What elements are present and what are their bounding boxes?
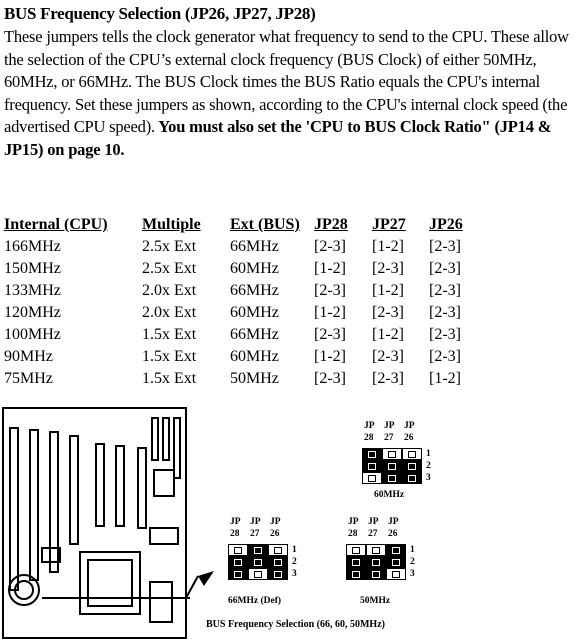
cpu-socket-inner [88, 560, 132, 606]
jumper-number-26: 26 [388, 529, 398, 539]
jumper-pin [382, 460, 402, 472]
memory-slot [163, 418, 169, 460]
header-multiple: Multiple [142, 216, 201, 233]
pin-number-3: 3 [426, 473, 431, 483]
jumper-header-label: JP [230, 517, 241, 527]
pin-number-1: 1 [292, 545, 297, 555]
jumper-pin [248, 568, 268, 580]
expansion-slot [50, 432, 58, 572]
expansion-slot [138, 448, 146, 528]
jumper-label-60mhz: 60MHz [374, 490, 405, 500]
jumper-pin [228, 556, 248, 568]
jumper-pin [228, 568, 248, 580]
cell-ext: 60MHz [230, 260, 279, 277]
header-jp26: JP26 [429, 216, 463, 233]
jumper-header-label: JP [348, 517, 359, 527]
jumper-pin [268, 544, 288, 556]
cell-ext: 50MHz [230, 370, 279, 387]
jumper-grid [228, 544, 288, 582]
cell-jp27: [2-3] [372, 304, 404, 321]
pin-number-3: 3 [292, 569, 297, 579]
cell-jp28: [2-3] [314, 282, 346, 299]
expansion-slot [70, 436, 78, 544]
description-warning: You must also set the 'CPU to BUS Clock Ratio" (JP14 & JP15) on page 10. [4, 117, 552, 159]
jumper-number-27: 27 [384, 433, 394, 443]
cell-jp26: [1-2] [429, 370, 461, 387]
cell-internal: 166MHz [4, 238, 61, 255]
chip [150, 582, 172, 622]
cell-internal: 100MHz [4, 326, 61, 343]
cell-jp27: [1-2] [372, 238, 404, 255]
cell-jp26: [2-3] [429, 260, 461, 277]
jumper-pin [386, 556, 406, 568]
pin-number-1: 1 [426, 449, 431, 459]
jumper-header-label: JP [364, 421, 375, 431]
jumper-number-27: 27 [368, 529, 378, 539]
cell-jp27: [2-3] [372, 348, 404, 365]
cell-ext: 66MHz [230, 282, 279, 299]
jumper-pin [366, 544, 386, 556]
arrow-head-icon [198, 571, 214, 586]
chip [150, 528, 178, 544]
jumper-pin [346, 568, 366, 580]
jumper-header-label: JP [388, 517, 399, 527]
cell-internal: 90MHz [4, 348, 53, 365]
header-ext-bus: Ext (BUS) [230, 216, 300, 233]
jumper-pin [402, 472, 422, 484]
header-jp28: JP28 [314, 216, 348, 233]
chip [154, 470, 174, 496]
header-jp27: JP27 [372, 216, 406, 233]
jumper-label-66mhz-default: 66MHz (Def) [228, 596, 282, 606]
cell-internal: 150MHz [4, 260, 61, 277]
jumper-pin [362, 448, 382, 460]
pin-number-1: 1 [410, 545, 415, 555]
cell-jp28: [2-3] [314, 370, 346, 387]
pin-number-2: 2 [410, 557, 415, 567]
pin-number-3: 3 [410, 569, 415, 579]
jumper-pin [402, 460, 422, 472]
jumper-pin [402, 448, 422, 460]
jumper-pin [268, 556, 288, 568]
jumper-number-26: 26 [404, 433, 414, 443]
jumper-pin [386, 544, 406, 556]
cell-ext: 60MHz [230, 304, 279, 321]
jumper-pin [366, 568, 386, 580]
arrow-line [186, 576, 198, 598]
cell-jp28: [1-2] [314, 304, 346, 321]
jumper-number-28: 28 [230, 529, 240, 539]
jumper-header-label: JP [270, 517, 281, 527]
cell-multiple: 2.5x Ext [142, 238, 197, 255]
expansion-slot [10, 428, 18, 590]
jumper-pin [362, 472, 382, 484]
jumper-pin [346, 556, 366, 568]
cell-jp28: [2-3] [314, 238, 346, 255]
cell-ext: 60MHz [230, 348, 279, 365]
jumper-pin [362, 460, 382, 472]
jumper-number-28: 28 [348, 529, 358, 539]
cell-internal: 75MHz [4, 370, 53, 387]
jumper-pin [386, 568, 406, 580]
jumper-pin [248, 556, 268, 568]
expansion-slot [116, 446, 124, 526]
cell-internal: 120MHz [4, 304, 61, 321]
cell-jp27: [2-3] [372, 260, 404, 277]
cell-multiple: 2.0x Ext [142, 304, 197, 321]
cell-jp28: [1-2] [314, 260, 346, 277]
cell-ext: 66MHz [230, 326, 279, 343]
jumper-label-50mhz: 50MHz [360, 596, 391, 606]
jumper-number-28: 28 [364, 433, 374, 443]
cell-multiple: 2.0x Ext [142, 282, 197, 299]
jumper-header-label: JP [404, 421, 415, 431]
jumper-header-label: JP [250, 517, 261, 527]
pin-number-2: 2 [292, 557, 297, 567]
jumper-header-label: JP [368, 517, 379, 527]
jumper-grid [362, 448, 422, 486]
cell-multiple: 1.5x Ext [142, 348, 197, 365]
jumper-grid [346, 544, 406, 582]
cell-multiple: 1.5x Ext [142, 370, 197, 387]
cell-jp26: [2-3] [429, 348, 461, 365]
cell-multiple: 2.5x Ext [142, 260, 197, 277]
jumper-pin [366, 556, 386, 568]
cell-jp28: [1-2] [314, 348, 346, 365]
cell-jp26: [2-3] [429, 304, 461, 321]
description-text: These jumpers tells the clock generator what frequency to send to the CPU. These allow the selection of the CPU’s external clock frequency (BUS Clock) of either 50MHz, 60MHz, or 66MHz. The BUS Clock times the BUS Ratio equals the CPU's internal frequency. Set these jumpers as shown, according to the CPU's internal clock speed (the advertised CPU speed). [4, 27, 569, 136]
jumper-pin [228, 544, 248, 556]
cell-jp26: [2-3] [429, 282, 461, 299]
memory-slot [152, 418, 158, 460]
cell-jp26: [2-3] [429, 326, 461, 343]
cell-jp27: [1-2] [372, 282, 404, 299]
cell-multiple: 1.5x Ext [142, 326, 197, 343]
cell-internal: 133MHz [4, 282, 61, 299]
section-title: BUS Frequency Selection (JP26, JP27, JP28) [4, 4, 316, 23]
expansion-slot [96, 444, 104, 526]
cell-jp27: [1-2] [372, 326, 404, 343]
header-internal-cpu: Internal (CPU) [4, 216, 108, 233]
cell-jp27: [2-3] [372, 370, 404, 387]
cell-ext: 66MHz [230, 238, 279, 255]
jumper-pin [268, 568, 288, 580]
jumper-pin [346, 544, 366, 556]
jumper-pin [382, 448, 402, 460]
cell-jp26: [2-3] [429, 238, 461, 255]
jumper-pin [382, 472, 402, 484]
cell-jp28: [2-3] [314, 326, 346, 343]
diagram-caption: BUS Frequency Selection (66, 60, 50MHz) [206, 619, 385, 630]
jumper-number-26: 26 [270, 529, 280, 539]
jumper-pin [248, 544, 268, 556]
expansion-slot [30, 430, 38, 580]
pin-number-2: 2 [426, 461, 431, 471]
jumper-number-27: 27 [250, 529, 260, 539]
jumper-header-label: JP [384, 421, 395, 431]
